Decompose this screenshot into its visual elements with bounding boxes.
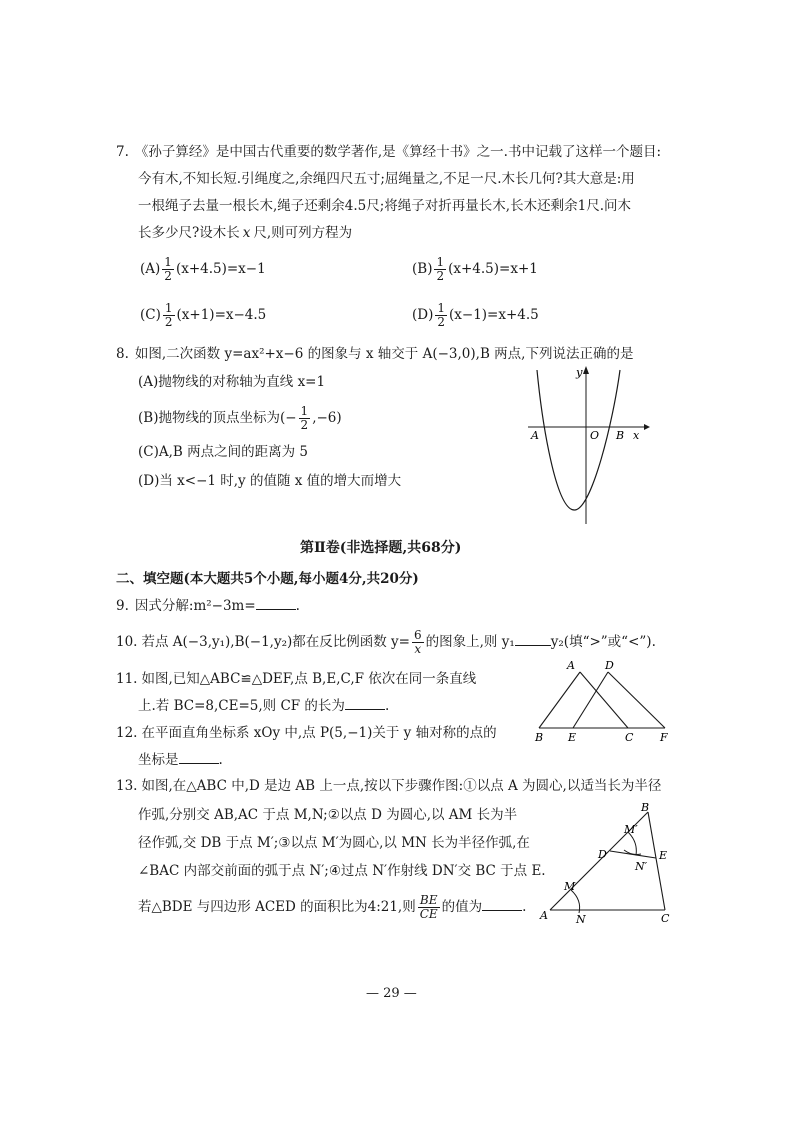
- label-y: y: [576, 365, 583, 379]
- side-DE: [573, 672, 608, 728]
- q11-line1: 11. 如图,已知△ABC≌△DEF,点 B,E,C,F 依次在同一条直线: [116, 671, 477, 687]
- parabola-figure: [520, 362, 650, 527]
- label-C: C: [625, 731, 634, 743]
- q9: 9. 因式分解:m²−3m= .: [116, 598, 300, 614]
- label-O: O: [590, 429, 600, 442]
- q7-option-d: (D) $\frac{1}{2}$ (x−1)=x+4.5: [412, 301, 539, 329]
- q12-line2: 坐标是 .: [138, 752, 223, 768]
- label-A: A: [540, 909, 548, 922]
- q11-answer-blank[interactable]: [345, 697, 385, 710]
- q13-line2: 作弧,分别交 AB,AC 于点 M,N;②以点 D 为圆心,以 AM 长为半: [138, 807, 518, 823]
- parabola-curve: [537, 370, 620, 510]
- label-N: N: [576, 913, 586, 926]
- label-B: B: [641, 802, 650, 814]
- page-number: — 29 —: [366, 986, 417, 1001]
- label-E: E: [659, 849, 668, 862]
- side-AB: [539, 672, 580, 728]
- q7-option-c: (C) $\frac{1}{2}$ (x+1)=x−4.5: [140, 301, 267, 329]
- q10: 10. 若点 A(−3,y₁),B(−1,y₂)都在反比例函数 y= $\frac{6}{x}$ 的图象上,则 y₁ y₂(填“>”或“<”).: [116, 628, 656, 656]
- label-M-prime: M′: [624, 823, 638, 836]
- q8-stem: 8. 如图,二次函数 y=ax²+x−6 的图象与 x 轴交于 A(−3,0),B 两点,下列说法正确的是: [116, 346, 634, 362]
- q12-answer-blank[interactable]: [179, 751, 219, 764]
- q13-line5: 若△BDE 与四边形 ACED 的面积比为4:21,则 $\frac{BE}{CE}$ 的值为 .: [138, 893, 527, 921]
- q8-option-b: (B)抛物线的顶点坐标为(− $\frac{1}{2}$ ,−6): [138, 404, 342, 432]
- side-DF: [608, 672, 665, 728]
- label-x: x: [633, 429, 640, 442]
- q13-line3: 径作弧,交 DB 于点 M′;③以点 M′为圆心,以 MN 长为半径作弧,在: [138, 835, 530, 851]
- q13-line4: ∠BAC 内部交前面的弧于点 N′;④过点 N′作射线 DN′交 BC 于点 E.: [138, 863, 546, 879]
- side-AC: [580, 672, 628, 728]
- label-F: F: [660, 731, 668, 743]
- q8-option-d: (D)当 x<−1 时,y 的值随 x 值的增大而增大: [138, 473, 402, 489]
- label-M: M: [564, 880, 576, 893]
- q7-line2: 今有木,不知长短.引绳度之,余绳四尺五寸;屈绳量之,不足一尺.木长几何?其大意是:用: [138, 171, 635, 187]
- q11-line2: 上.若 BC=8,CE=5,则 CF 的长为 .: [138, 698, 390, 714]
- q9-answer-blank[interactable]: [256, 597, 296, 610]
- label-D: D: [605, 659, 614, 672]
- q12-line1: 12. 在平面直角坐标系 xOy 中,点 P(5,−1)关于 y 轴对称的点的: [116, 725, 497, 741]
- q7-option-a: (A) $\frac{1}{2}$ (x+4.5)=x−1: [140, 255, 266, 283]
- q10-answer-blank[interactable]: [515, 633, 551, 646]
- section-header: 二、填空题(本大题共5个小题,每小题4分,共20分): [116, 571, 419, 587]
- q7-line3: 一根绳子去量一根长木,绳子还剩余4.5尺;将绳子对折再量长木,长木还剩余1尺.问木: [138, 198, 631, 214]
- label-B: B: [535, 731, 544, 743]
- q13-line1: 13. 如图,在△ABC 中,D 是边 AB 上一点,按以下步骤作图:①以点 A 为圆心,以适当长为半径: [116, 778, 662, 794]
- triangles-figure: [525, 658, 675, 743]
- label-N-prime: N′: [635, 860, 648, 873]
- y-axis-arrow: [583, 366, 589, 374]
- label-D: D: [598, 848, 607, 861]
- q8-option-c: (C)A,B 两点之间的距离为 5: [138, 444, 308, 460]
- label-C: C: [661, 912, 670, 925]
- q7-line1: 7. 《孙子算经》是中国古代重要的数学著作,是《算经十书》之一.书中记载了这样一个题目:: [116, 144, 662, 160]
- triangle-construction-figure: [538, 802, 678, 932]
- q13-answer-blank[interactable]: [482, 898, 522, 911]
- section-title: 第Ⅱ卷(非选择题,共68分): [300, 540, 462, 556]
- q8-option-a: (A)抛物线的对称轴为直线 x=1: [138, 374, 326, 390]
- q7-line4: 长多少尺?设木长 x 尺,则可列方程为: [138, 225, 353, 241]
- label-A: A: [531, 429, 539, 442]
- x-axis-arrow: [644, 424, 650, 430]
- q7-option-b: (B) $\frac{1}{2}$ (x+4.5)=x+1: [412, 255, 538, 283]
- label-A: A: [567, 659, 575, 672]
- label-B: B: [616, 429, 625, 442]
- label-E: E: [568, 731, 577, 743]
